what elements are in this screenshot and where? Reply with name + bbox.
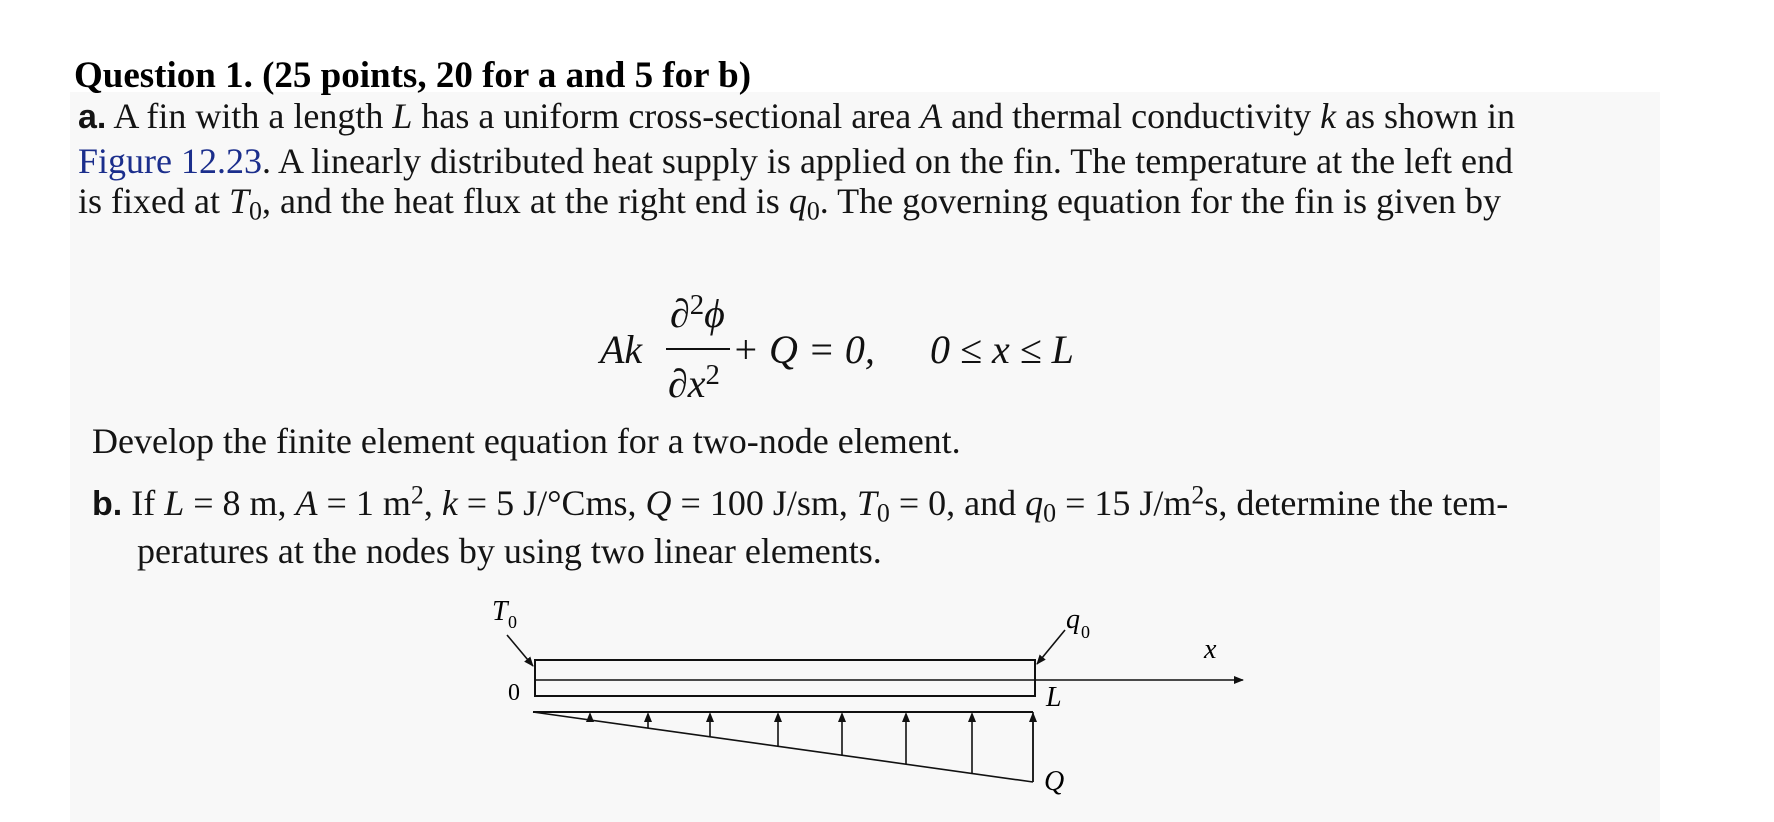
heat-supply-label: Q [1044,766,1065,797]
heat-arrow-head [968,712,976,722]
length-label: L [1046,682,1062,713]
heat-arrow-head [1029,712,1037,722]
part-a-label: a. [78,98,107,136]
x-axis-label: x [1204,634,1217,665]
part-a-line-3: is fixed at $T_0$, and the heat flux at the right end is $q_0$. The governing equation for the fin is given by [78,181,1501,226]
heat-arrow-head [644,712,652,722]
heat-arrow-head [706,712,714,722]
q0-subscript: 0 [1081,622,1090,642]
q0-label: q [1066,604,1080,635]
load-distribution-line [533,712,1033,782]
part-b-line-2: peratures at the nodes by using two linear elements. [137,531,882,571]
part-a-line-1: a. A fin with a length L has a uniform cross-sectional area A and thermal conductivity k as shown in [78,96,1516,136]
origin-label: 0 [508,680,520,706]
part-a-line-2: Figure 12.23. A linearly distributed heat supply is applied on the fin. The temperature at the left end [78,141,1513,181]
heat-arrow-head [586,712,594,722]
fraction-denominator: $\partial x^2$ [668,359,720,406]
part-b-line-1: b. If L = 8 m, A = 1 $m^2$, k = 5 J/°Cms, Q = 100 J/sm, $T_0 = 0$, and $q_0 = 15$ $J/m^2s$, determine the tem- [92,480,1509,528]
heat-arrow-head [902,712,910,722]
part-b-label: b. [92,485,123,523]
heat-arrow-head [774,712,782,722]
t0-subscript: 0 [508,612,517,632]
question-title: Question 1. (25 points, 20 for a and 5 for b) [74,55,752,96]
heat-supply-arrows [586,712,1037,782]
heat-arrow-head [838,712,846,722]
figure-12-23-link[interactable]: Figure 12.23 [78,141,262,181]
t0-label: T [492,596,508,627]
fraction-numerator: ∂$^2$ϕ [670,289,725,336]
t0-arrow [507,635,533,666]
q0-arrow [1037,630,1065,664]
develop-instruction: Develop the finite element equation for a two-node element. [92,421,961,461]
fin-body [535,660,1035,696]
